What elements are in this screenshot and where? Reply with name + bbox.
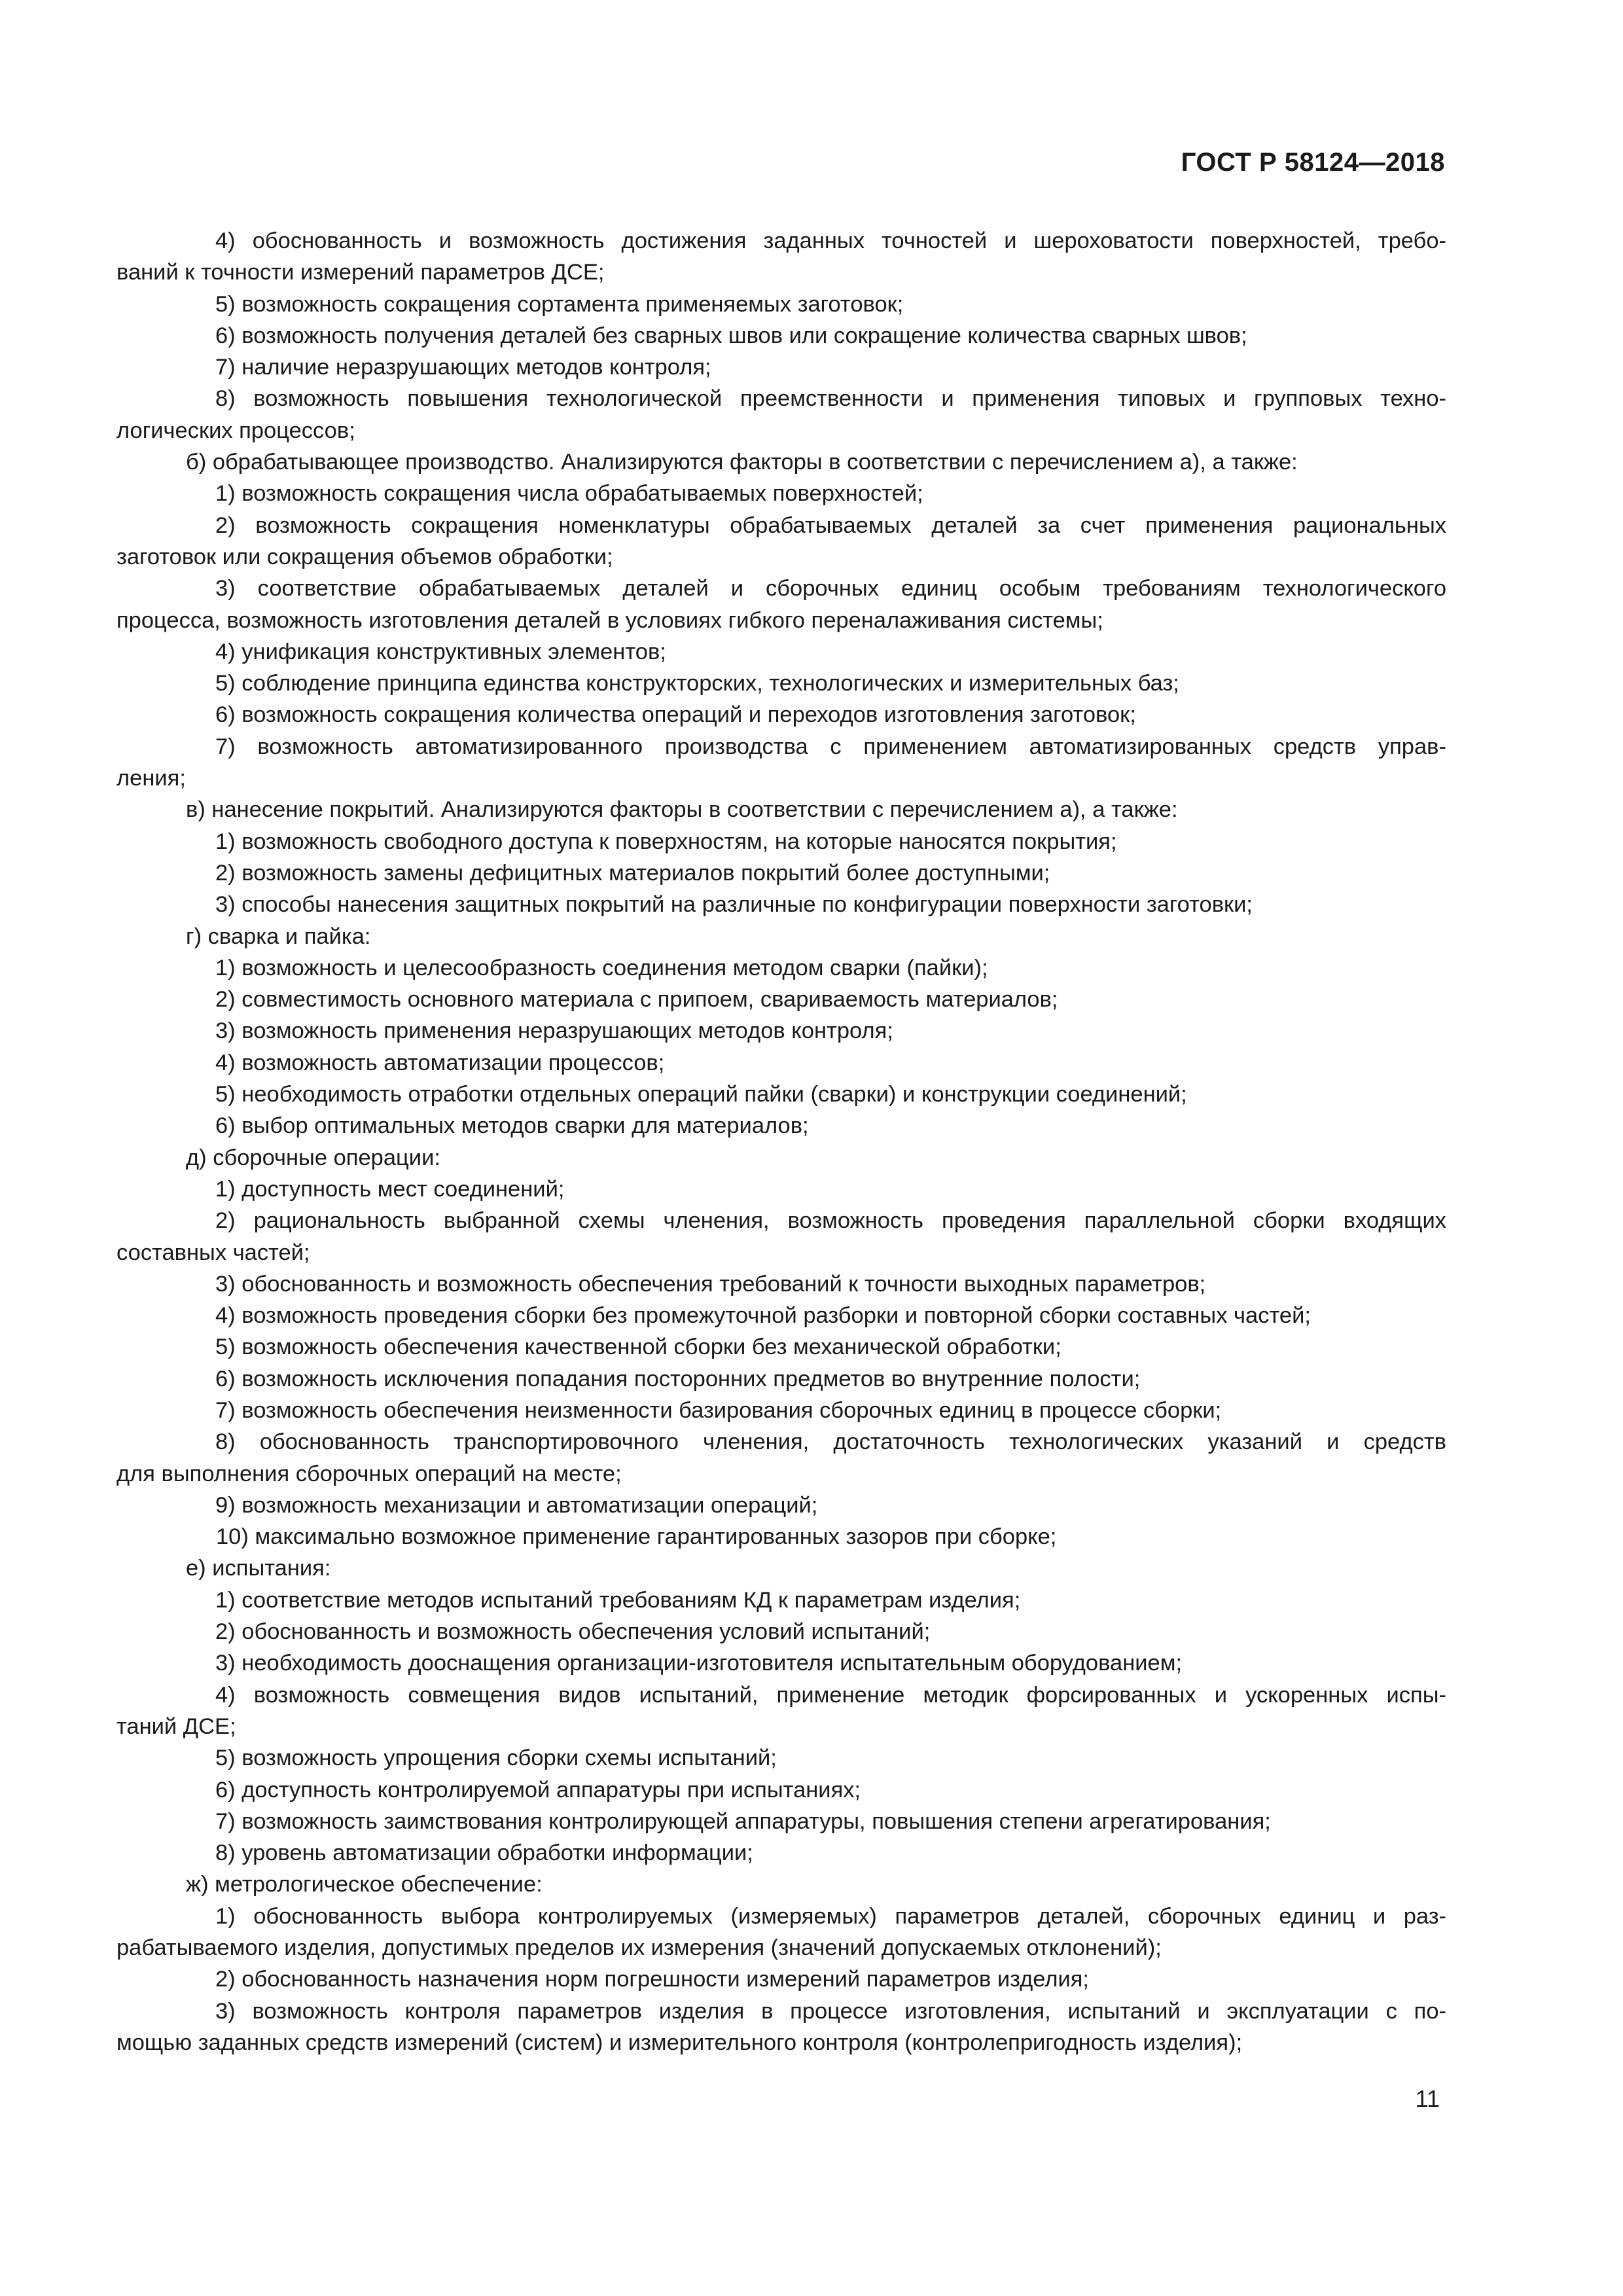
- document-header: ГОСТ Р 58124—2018: [1181, 148, 1445, 177]
- text-line: 5) соблюдение принципа единства конструкторских, технологических и измерительных баз;: [215, 671, 1179, 696]
- text-line: 2) возможность сокращения номенклатуры обрабатываемых деталей за счет применения рациональных: [215, 512, 1446, 538]
- text-line: 7) возможность обеспечения неизменности базирования сборочных единиц в процессе сборки;: [215, 1397, 1222, 1423]
- text-line: 5) возможность обеспечения качественной сборки без механической обработки;: [215, 1335, 1061, 1360]
- text-line: 3) возможность контроля параметров изделия в процессе изготовления, испытаний и эксплуатации с по-: [215, 1998, 1446, 2024]
- text-line: 1) возможность сокращения числа обрабатываемых поверхностей;: [215, 481, 923, 507]
- text-line: 7) возможность автоматизированного производства с применением автоматизированных средств управ-: [215, 734, 1446, 759]
- text-line: 5) необходимость отработки отдельных операций пайки (сварки) и конструкции соединений;: [215, 1082, 1187, 1107]
- text-line: 1) возможность свободного доступа к поверхностям, на которые наносятся покрытия;: [215, 829, 1117, 854]
- page-number: 11: [1415, 2085, 1440, 2112]
- text-line: 9) возможность механизации и автоматизации операций;: [215, 1492, 818, 1518]
- text-line: 8) уровень автоматизации обработки информации;: [215, 1840, 753, 1866]
- text-line: 6) выбор оптимальных методов сварки для материалов;: [215, 1113, 809, 1139]
- text-line: 1) возможность и целесообразность соединения методом сварки (пайки);: [215, 955, 988, 980]
- text-line: заготовок или сокращения объемов обработки;: [116, 544, 613, 569]
- text-line: 7) возможность заимствования контролирующей аппаратуры, повышения степени агрегатирования;: [215, 1808, 1271, 1834]
- text-line: 2) рациональность выбранной схемы членения, возможность проведения параллельной сборки входящих: [215, 1208, 1446, 1234]
- text-line: 1) соответствие методов испытаний требованиям КД к параметрам изделия;: [215, 1587, 1021, 1613]
- text-line: 2) совместимость основного материала с припоем, свариваемость материалов;: [215, 987, 1058, 1013]
- text-line: 4) возможность проведения сборки без промежуточной разборки и повторной сборки составных частей;: [215, 1303, 1311, 1329]
- text-line: 3) способы нанесения защитных покрытий на различные по конфигурации поверхности заготовки;: [215, 892, 1253, 918]
- text-line: 3) обоснованность и возможность обеспечения требований к точности выходных параметров;: [215, 1271, 1206, 1297]
- text-line: 6) возможность получения деталей без сварных швов или сокращение количества сварных швов;: [215, 323, 1247, 348]
- text-line: 1) обоснованность выбора контролируемых (измеряемых) параметров деталей, сборочных единиц и раз-: [215, 1903, 1446, 1929]
- text-line: мощью заданных средств измерений (систем) и измерительного контроля (контролепригодность изделия);: [116, 2030, 1243, 2055]
- text-line: е) испытания:: [186, 1556, 331, 1581]
- text-line: 4) возможность автоматизации процессов;: [215, 1050, 665, 1075]
- text-line: в) нанесение покрытий. Анализируются факторы в соответствии с перечислением а), а также:: [186, 797, 1178, 823]
- text-line: процесса, возможность изготовления деталей в условиях гибкого переналаживания системы;: [116, 607, 1103, 633]
- text-line: составных частей;: [116, 1240, 310, 1265]
- text-line: г) сварка и пайка:: [186, 924, 371, 949]
- document-body: [116, 225, 1446, 2058]
- text-line: 4) унификация конструктивных элементов;: [215, 639, 666, 664]
- text-line: рабатываемого изделия, допустимых пределов их измерения (значений допускаемых отклонений);: [116, 1935, 1162, 1961]
- text-line: 5) возможность упрощения сборки схемы испытаний;: [215, 1746, 777, 1771]
- text-line: д) сборочные операции:: [186, 1145, 440, 1170]
- text-line: 10) максимально возможное применение гарантированных зазоров при сборке;: [216, 1524, 1057, 1550]
- text-line: 6) доступность контролируемой аппаратуры при испытаниях;: [215, 1777, 861, 1803]
- text-line: 2) возможность замены дефицитных материалов покрытий более доступными;: [215, 860, 1050, 886]
- text-line: ваний к точности измерений параметров ДСЕ;: [116, 260, 605, 285]
- text-line: 8) обоснованность транспортировочного членения, достаточность технологических указаний и средств: [215, 1429, 1446, 1455]
- text-line: 1) доступность мест соединений;: [215, 1176, 565, 1202]
- text-line: 8) возможность повышения технологической преемственности и применения типовых и групповых техно-: [215, 386, 1446, 412]
- text-line: 3) возможность применения неразрушающих методов контроля;: [215, 1018, 893, 1044]
- text-line: 2) обоснованность и возможность обеспечения условий испытаний;: [215, 1619, 931, 1645]
- text-line: 5) возможность сокращения сортамента применяемых заготовок;: [215, 291, 904, 317]
- text-line: ж) метрологическое обеспечение:: [186, 1872, 543, 1897]
- text-line: логических процессов;: [116, 418, 355, 443]
- text-line: 6) возможность сокращения количества операций и переходов изготовления заготовок;: [215, 702, 1136, 728]
- text-line: таний ДСЕ;: [116, 1713, 236, 1739]
- text-line: 3) соответствие обрабатываемых деталей и сборочных единиц особым требованиям технологического: [215, 576, 1446, 601]
- text-line: 6) возможность исключения попадания посторонних предметов во внутренние полости;: [215, 1366, 1141, 1391]
- text-line: 7) наличие неразрушающих методов контроля;: [215, 355, 711, 380]
- text-line: ления;: [116, 766, 186, 791]
- text-line: 4) обоснованность и возможность достижения заданных точностей и шероховатости поверхностей, требо-: [215, 228, 1446, 253]
- text-line: 2) обоснованность назначения норм погрешности измерений параметров изделия;: [215, 1967, 1090, 1992]
- text-line: для выполнения сборочных операций на месте;: [116, 1461, 622, 1486]
- text-line: 3) необходимость дооснащения организации-изготовителя испытательным оборудованием;: [215, 1651, 1183, 1676]
- text-line: 4) возможность совмещения видов испытаний, применение методик форсированных и ускоренных испы-: [215, 1682, 1446, 1708]
- text-line: б) обрабатывающее производство. Анализируются факторы в соответствии с перечислением а), а также:: [186, 450, 1298, 475]
